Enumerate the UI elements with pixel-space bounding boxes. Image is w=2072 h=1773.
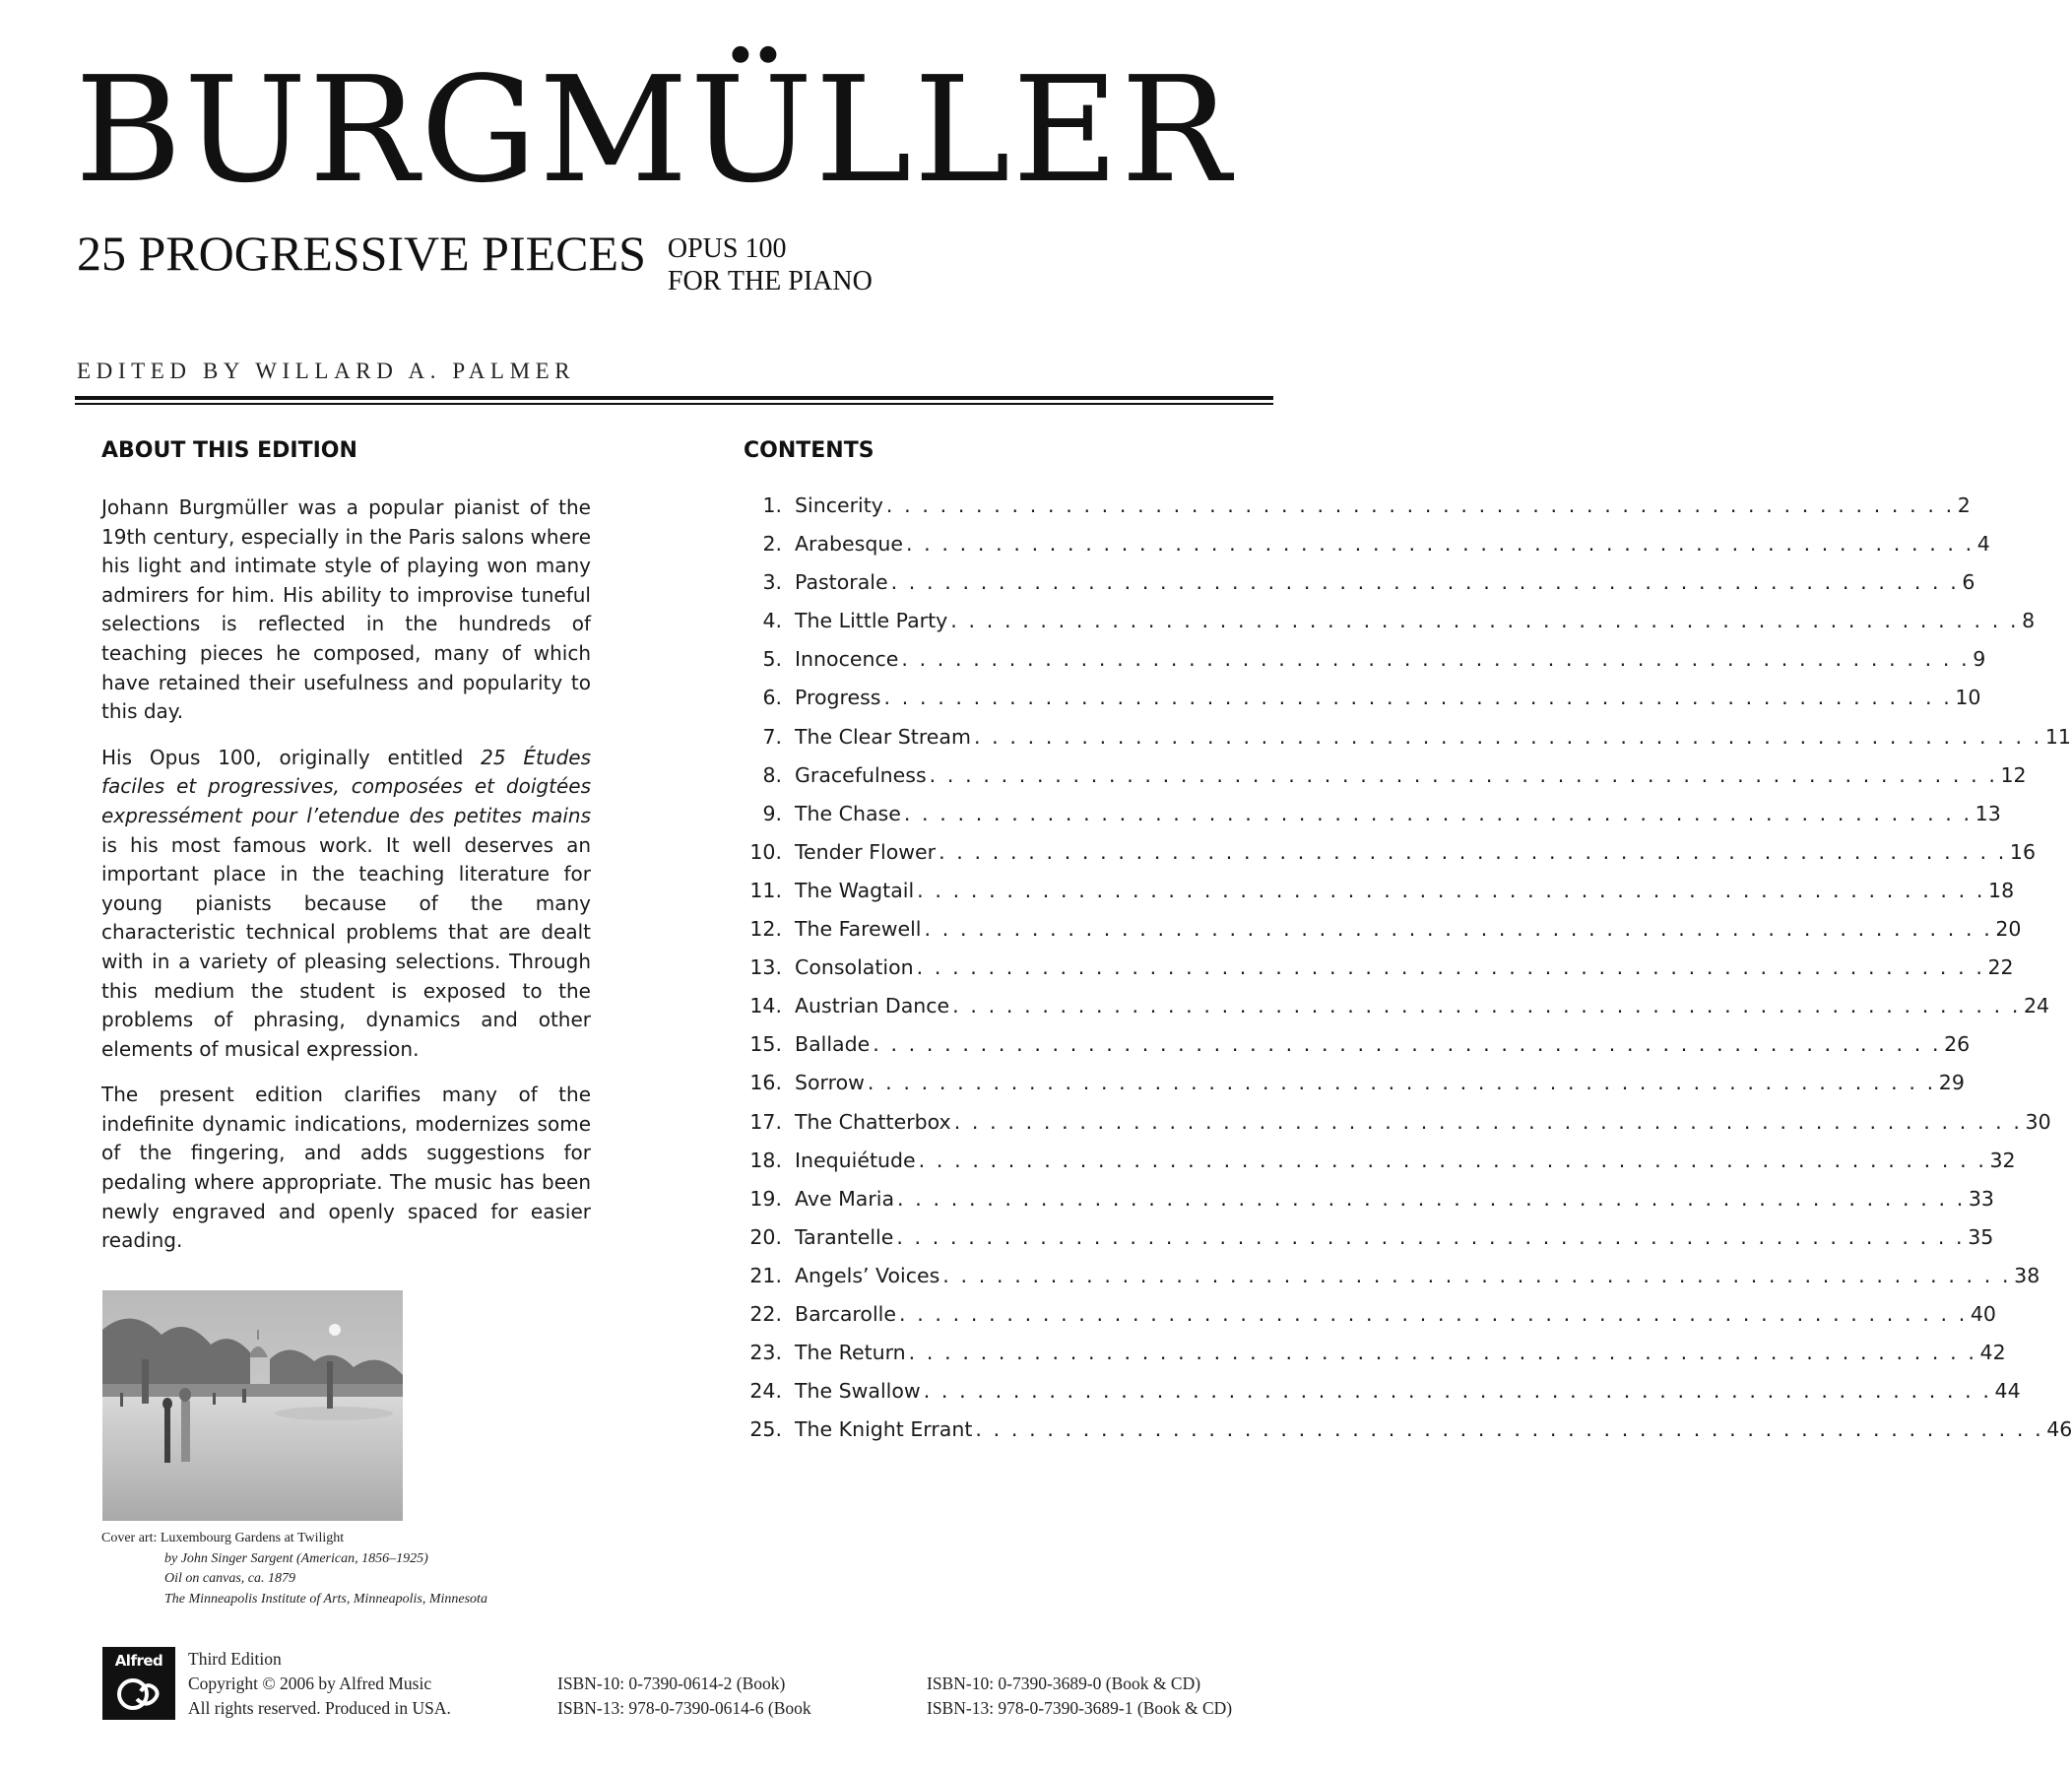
contents-page: 16 bbox=[2009, 839, 2037, 864]
contents-page: 42 bbox=[1979, 1341, 2006, 1365]
contents-leader: . . . . . . . . . . . . . . . . . . . . . . . . . . . . . . . . . . . . . . . . . . . . . . . . . . . . . . . . . . . . bbox=[890, 570, 1960, 595]
contents-title: The Knight Errant bbox=[795, 1417, 973, 1442]
contents-leader: . . . . . . . . . . . . . . . . . . . . . . . . . . . . . . . . . . . . . . . . . . . . . . . . . . . . . . . . . . . . bbox=[867, 1071, 1936, 1095]
contents-number: 8. bbox=[762, 762, 782, 787]
contents-page: 22 bbox=[1987, 955, 2014, 980]
contents-row bbox=[744, 839, 2037, 879]
contents-leader: . . . . . . . . . . . . . . . . . . . . . . . . . . . . . . . . . . . . . . . . . . . . . . . . . . . . . . . . . . . . bbox=[918, 1148, 1987, 1172]
contents-row bbox=[744, 532, 1990, 570]
contents-number: 3. bbox=[762, 570, 782, 595]
contents-title: Arabesque bbox=[795, 532, 903, 557]
about-p2-intro: His Opus 100, originally entitled bbox=[101, 745, 482, 769]
work-title: 25 PROGRESSIVE PIECES bbox=[77, 226, 646, 281]
contents-leader: . . . . . . . . . . . . . . . . . . . . . . . . . . . . . . . . . . . . . . . . . . . . . . . . . . . . . . . . . . . . bbox=[952, 994, 2022, 1018]
contents-page: 24 bbox=[2024, 994, 2050, 1018]
contents-list bbox=[744, 493, 2072, 1456]
painting-medium: Oil on canvas, ca. 1879 bbox=[164, 1571, 295, 1586]
contents-number: 25. bbox=[749, 1417, 782, 1442]
about-paragraph-1: Johann Burgmüller was a popular pianist of the 19th century, especially in the Paris salons where his light and intimate style of playing won many admirers for him. His ability to improvise tuneful selections is reflected in the hundreds of teaching pieces he composed, many of which have retained their usefulness and popularity to this day. bbox=[101, 495, 591, 724]
contents-row bbox=[744, 1224, 1994, 1264]
cover-art-image bbox=[102, 1290, 403, 1521]
contents-page: 12 bbox=[2000, 762, 2027, 787]
contents-row bbox=[744, 1186, 1994, 1225]
contents-page: 40 bbox=[1970, 1301, 1996, 1326]
contents-row bbox=[744, 1148, 2016, 1187]
contents-leader: . . . . . . . . . . . . . . . . . . . . . . . . . . . . . . . . . . . . . . . . . . . . . . . . . . . . . . . . . . . . bbox=[923, 1379, 1992, 1404]
contents-leader: . . . . . . . . . . . . . . . . . . . . . . . . . . . . . . . . . . . . . . . . . . . . . . . . . . . . . . . . . . . . bbox=[885, 493, 1955, 517]
contents-number: 10. bbox=[749, 839, 782, 864]
publisher-info bbox=[188, 1647, 451, 1721]
contents-number: 12. bbox=[749, 917, 782, 942]
contents-number: 1. bbox=[762, 493, 782, 517]
contents-row bbox=[744, 493, 1971, 532]
contents-number: 17. bbox=[749, 1109, 782, 1134]
contents-number: 23. bbox=[749, 1341, 782, 1365]
caption-label: Cover art: bbox=[101, 1531, 158, 1545]
painting-artist: by John Singer Sargent (American, 1856–1925) bbox=[164, 1550, 428, 1566]
contents-number: 11. bbox=[749, 878, 782, 902]
contents-title: The Swallow bbox=[795, 1379, 921, 1404]
contents-page: 6 bbox=[1962, 570, 1975, 595]
contents-row bbox=[744, 686, 1981, 724]
contents-number: 5. bbox=[762, 647, 782, 672]
contents-row bbox=[744, 955, 2014, 994]
contents-leader: . . . . . . . . . . . . . . . . . . . . . . . . . . . . . . . . . . . . . . . . . . . . . . . . . . . . . . . . . . . . bbox=[908, 1341, 1977, 1365]
contents-leader: . . . . . . . . . . . . . . . . . . . . . . . . . . . . . . . . . . . . . . . . . . . . . . . . . . . . . . . . . . . . bbox=[924, 917, 1993, 942]
contents-heading: CONTENTS bbox=[744, 438, 874, 463]
contents-page: 26 bbox=[1944, 1032, 1971, 1057]
subtitle bbox=[77, 226, 873, 297]
luxembourg-gardens-painting bbox=[102, 1290, 403, 1521]
contents-row bbox=[744, 1109, 2051, 1149]
contents-title: Sorrow bbox=[795, 1071, 865, 1095]
contents-title: Progress bbox=[795, 686, 881, 710]
contents-leader: . . . . . . . . . . . . . . . . . . . . . . . . . . . . . . . . . . . . . . . . . . . . . . . . . . . . . . . . . . . . bbox=[898, 1301, 1968, 1326]
contents-page: 44 bbox=[1994, 1379, 2021, 1404]
contents-row bbox=[744, 1071, 1965, 1109]
contents-number: 7. bbox=[762, 724, 782, 749]
painting-title: Luxembourg Gardens at Twilight bbox=[160, 1531, 345, 1545]
caption-line-title bbox=[101, 1529, 487, 1549]
contents-leader: . . . . . . . . . . . . . . . . . . . . . . . . . . . . . . . . . . . . . . . . . . . . . . . . . . . . . . . . . . . . bbox=[917, 878, 1986, 902]
contents-title: Inequiétude bbox=[795, 1148, 916, 1172]
contents-title: Tender Flower bbox=[795, 839, 937, 864]
contents-page: 46 bbox=[2046, 1417, 2072, 1442]
contents-title: Angels’ Voices bbox=[795, 1263, 940, 1287]
painting-collection: The Minneapolis Institute of Arts, Minneapolis, Minnesota bbox=[164, 1591, 487, 1607]
contents-row bbox=[744, 1417, 2072, 1456]
contents-leader: . . . . . . . . . . . . . . . . . . . . . . . . . . . . . . . . . . . . . . . . . . . . . . . . . . . . . . . . . . . . bbox=[901, 647, 1971, 672]
isbn13-book-cd: ISBN-13: 978-0-7390-3689-1 (Book & CD) bbox=[927, 1698, 1233, 1718]
alfred-logo-text: Alfred bbox=[105, 1650, 172, 1672]
contents-row bbox=[744, 1341, 2006, 1379]
contents-leader: . . . . . . . . . . . . . . . . . . . . . . . . . . . . . . . . . . . . . . . . . . . . . . . . . . . . . . . . . . . . bbox=[873, 1032, 1942, 1057]
contents-page: 32 bbox=[1989, 1148, 2016, 1172]
header-rule-thin bbox=[75, 403, 1273, 405]
contents-title: The Return bbox=[795, 1341, 906, 1365]
contents-title: Consolation bbox=[795, 955, 914, 980]
contents-number: 18. bbox=[749, 1148, 782, 1172]
isbn10-book-cd: ISBN-10: 0-7390-3689-0 (Book & CD) bbox=[927, 1674, 1201, 1693]
contents-page: 8 bbox=[2022, 609, 2036, 633]
contents-row bbox=[744, 994, 2050, 1032]
contents-number: 13. bbox=[749, 955, 782, 980]
contents-page: 13 bbox=[1975, 801, 2001, 825]
header-rule-thick bbox=[75, 396, 1273, 400]
contents-row bbox=[744, 724, 2071, 763]
contents-row bbox=[744, 801, 2001, 840]
contents-row bbox=[744, 917, 2022, 955]
contents-leader: . . . . . . . . . . . . . . . . . . . . . . . . . . . . . . . . . . . . . . . . . . . . . . . . . . . . . . . . . . . . bbox=[896, 1224, 1966, 1249]
isbn10-book: ISBN-10: 0-7390-0614-2 (Book) bbox=[557, 1674, 786, 1693]
about-heading: ABOUT THIS EDITION bbox=[101, 438, 357, 463]
contents-row bbox=[744, 1379, 2021, 1417]
instrument: FOR THE PIANO bbox=[667, 266, 873, 296]
isbn-book-cd bbox=[927, 1672, 1232, 1721]
about-p2-body: is his most famous work. It well deserves an important place in the teaching literature for young pianists because of the many characteristic technical problems that are dealt with in a variety of pleasing selections. Through this medium the student is exposed to the problems of phrasing, dynamics and other elements of musical expression. bbox=[101, 832, 591, 1061]
contents-title: The Clear Stream bbox=[795, 724, 971, 749]
about-paragraph-3: The present edition clarifies many of the indefinite dynamic indications, modernizes some of the fingering, and adds suggestions for pedaling where appropriate. The music has been newly engraved and openly spaced for easier reading. bbox=[101, 1083, 591, 1253]
contents-page: 10 bbox=[1955, 686, 1981, 710]
contents-row bbox=[744, 570, 1975, 609]
contents-leader: . . . . . . . . . . . . . . . . . . . . . . . . . . . . . . . . . . . . . . . . . . . . . . . . . . . . . . . . . . . . bbox=[897, 1186, 1966, 1211]
contents-title: The Farewell bbox=[795, 917, 922, 942]
about-paragraph-2 bbox=[101, 744, 591, 1065]
contents-row bbox=[744, 1032, 1971, 1071]
contents-leader: . . . . . . . . . . . . . . . . . . . . . . . . . . . . . . . . . . . . . . . . . . . . . . . . . . . . . . . . . . . . bbox=[942, 1263, 2012, 1287]
contents-title: Innocence bbox=[795, 647, 899, 672]
contents-row bbox=[744, 1263, 2040, 1302]
contents-row bbox=[744, 762, 2027, 802]
contents-title: Sincerity bbox=[795, 493, 883, 517]
about-text bbox=[101, 493, 591, 1273]
contents-row bbox=[744, 647, 1986, 686]
contents-page: 9 bbox=[1973, 647, 1986, 672]
contents-title: Gracefulness bbox=[795, 762, 927, 787]
contents-page: 4 bbox=[1976, 532, 1990, 557]
cover-art-caption bbox=[101, 1529, 487, 1609]
contents-title: Tarantelle bbox=[795, 1224, 894, 1249]
contents-leader: . . . . . . . . . . . . . . . . . . . . . . . . . . . . . . . . . . . . . . . . . . . . . . . . . . . . . . . . . . . . bbox=[975, 1417, 2044, 1442]
contents-page: 11 bbox=[2044, 724, 2071, 749]
contents-number: 15. bbox=[749, 1032, 782, 1057]
contents-title: Ballade bbox=[795, 1032, 871, 1057]
isbn13-book: ISBN-13: 978-0-7390-0614-6 (Book bbox=[557, 1698, 811, 1718]
contents-number: 2. bbox=[762, 532, 782, 557]
contents-leader: . . . . . . . . . . . . . . . . . . . . . . . . . . . . . . . . . . . . . . . . . . . . . . . . . . . . . . . . . . . . bbox=[916, 955, 1985, 980]
contents-page: 18 bbox=[1988, 878, 2015, 902]
composer-title: BURGMÜLLER bbox=[75, 45, 1233, 215]
contents-number: 9. bbox=[762, 801, 782, 825]
copyright: Copyright © 2006 by Alfred Music bbox=[188, 1674, 432, 1693]
opus-number: OPUS 100 bbox=[667, 233, 787, 264]
contents-number: 4. bbox=[762, 609, 782, 633]
contents-number: 21. bbox=[749, 1263, 782, 1287]
editor-credit: EDITED BY WILLARD A. PALMER bbox=[77, 359, 576, 383]
contents-leader: . . . . . . . . . . . . . . . . . . . . . . . . . . . . . . . . . . . . . . . . . . . . . . . . . . . . . . . . . . . . bbox=[950, 609, 2020, 633]
contents-number: 19. bbox=[749, 1186, 782, 1211]
contents-page: 29 bbox=[1938, 1071, 1965, 1095]
contents-leader: . . . . . . . . . . . . . . . . . . . . . . . . . . . . . . . . . . . . . . . . . . . . . . . . . . . . . . . . . . . . bbox=[903, 801, 1973, 825]
alfred-logo bbox=[102, 1647, 175, 1720]
contents-number: 22. bbox=[749, 1301, 782, 1326]
contents-title: The Wagtail bbox=[795, 878, 915, 902]
contents-number: 20. bbox=[749, 1224, 782, 1249]
opus-block bbox=[668, 232, 873, 297]
contents-row bbox=[744, 1301, 1996, 1341]
contents-leader: . . . . . . . . . . . . . . . . . . . . . . . . . . . . . . . . . . . . . . . . . . . . . . . . . . . . . . . . . . . . bbox=[905, 532, 1975, 557]
contents-title: The Chatterbox bbox=[795, 1109, 951, 1134]
contents-page: 30 bbox=[2025, 1109, 2051, 1134]
rights: All rights reserved. Produced in USA. bbox=[188, 1698, 451, 1718]
contents-leader: . . . . . . . . . . . . . . . . . . . . . . . . . . . . . . . . . . . . . . . . . . . . . . . . . . . . . . . . . . . . bbox=[973, 724, 2042, 749]
contents-leader: . . . . . . . . . . . . . . . . . . . . . . . . . . . . . . . . . . . . . . . . . . . . . . . . . . . . . . . . . . . . bbox=[939, 839, 2007, 864]
contents-page: 38 bbox=[2014, 1263, 2040, 1287]
contents-leader: . . . . . . . . . . . . . . . . . . . . . . . . . . . . . . . . . . . . . . . . . . . . . . . . . . . . . . . . . . . . bbox=[953, 1109, 2023, 1134]
contents-title: Barcarolle bbox=[795, 1301, 896, 1326]
contents-number: 16. bbox=[749, 1071, 782, 1095]
contents-row bbox=[744, 609, 2036, 647]
edition: Third Edition bbox=[188, 1649, 282, 1669]
contents-leader: . . . . . . . . . . . . . . . . . . . . . . . . . . . . . . . . . . . . . . . . . . . . . . . . . . . . . . . . . . . . bbox=[929, 762, 1998, 787]
contents-page: 2 bbox=[1957, 493, 1971, 517]
contents-page: 35 bbox=[1968, 1224, 1994, 1249]
contents-title: The Chase bbox=[795, 801, 901, 825]
contents-number: 24. bbox=[749, 1379, 782, 1404]
contents-number: 14. bbox=[749, 994, 782, 1018]
isbn-book bbox=[557, 1672, 811, 1721]
contents-title: Pastorale bbox=[795, 570, 888, 595]
contents-title: The Little Party bbox=[795, 609, 948, 633]
original-title: 25 Études faciles et progressives, composées et doigtées expressément pour l’etendue des petites mains bbox=[101, 745, 591, 827]
contents-title: Ave Maria bbox=[795, 1186, 895, 1211]
contents-title: Austrian Dance bbox=[795, 994, 950, 1018]
alfred-logo-mark bbox=[105, 1672, 172, 1717]
contents-page: 20 bbox=[1995, 917, 2022, 942]
contents-number: 6. bbox=[762, 686, 782, 710]
contents-leader: . . . . . . . . . . . . . . . . . . . . . . . . . . . . . . . . . . . . . . . . . . . . . . . . . . . . . . . . . . . . bbox=[883, 686, 1953, 710]
contents-page: 33 bbox=[1968, 1186, 1994, 1211]
contents-row bbox=[744, 878, 2015, 917]
